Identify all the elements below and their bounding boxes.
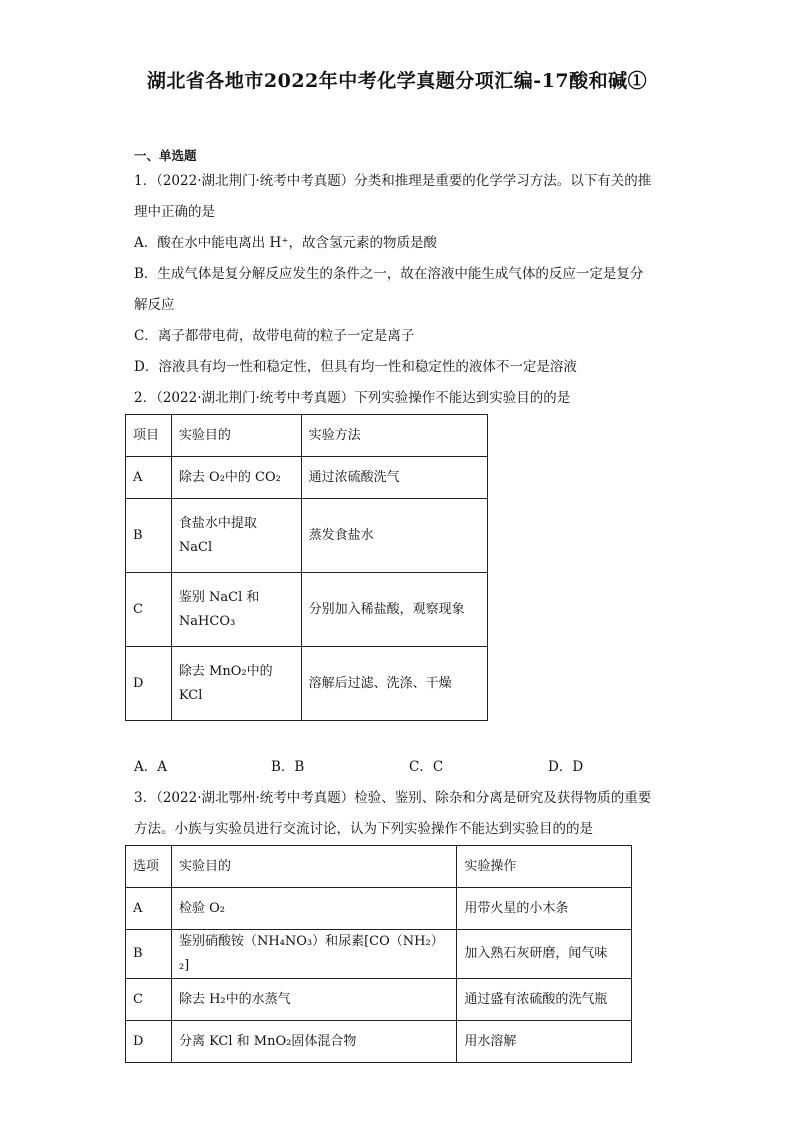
table-row bbox=[126, 573, 488, 647]
row-method: 用带火星的小木条 bbox=[457, 888, 632, 930]
table-row bbox=[126, 979, 632, 1021]
q1-stem-line1: 1．（2022·湖北荆门·统考中考真题）分类和推理是重要的化学学习方法。以下有关的推 bbox=[134, 173, 652, 189]
row-item: C bbox=[126, 979, 172, 1021]
row-goal: 除去 O₂中的 CO₂ bbox=[171, 457, 301, 499]
choice-b: B．B bbox=[271, 759, 305, 775]
row-item: B bbox=[126, 499, 172, 573]
q2-stem: 2．（2022·湖北荆门·统考中考真题）下列实验操作不能达到实验目的的是 bbox=[134, 390, 571, 406]
row-item: D bbox=[126, 1021, 172, 1063]
table-row bbox=[126, 457, 488, 499]
row-goal-line1: 鉴别 NaCl 和 bbox=[178, 589, 260, 605]
choice-d: D．D bbox=[548, 759, 584, 775]
header-cell: 实验方法 bbox=[301, 415, 487, 457]
header-cell: 实验目的 bbox=[171, 415, 301, 457]
table-row bbox=[126, 1021, 632, 1063]
table-row bbox=[126, 888, 632, 930]
q1-option-d: D．溶液具有均一性和稳定性，但具有均一性和稳定性的液体不一定是溶液 bbox=[134, 359, 577, 375]
row-goal: 除去 H₂中的水蒸气 bbox=[171, 979, 456, 1021]
q3-stem-line1: 3．（2022·湖北鄂州·统考中考真题）检验、鉴别、除杂和分离是研究及获得物质的重要 bbox=[134, 790, 652, 806]
row-method: 用水溶解 bbox=[457, 1021, 632, 1063]
header-cell: 实验操作 bbox=[457, 846, 632, 888]
q1-option-c: C．离子都带电荷，故带电荷的粒子一定是离子 bbox=[134, 328, 415, 344]
q1-option-b-line2: 解反应 bbox=[134, 297, 175, 313]
row-goal: 鉴别硝酸铵（NH₄NO₃）和尿素[CO（NH₂）₂] bbox=[171, 930, 456, 979]
q1-option-a: A．酸在水中能电离出 H⁺，故含氢元素的物质是酸 bbox=[134, 235, 437, 251]
q1-stem-line2: 理中正确的是 bbox=[134, 204, 215, 220]
q2-table bbox=[125, 414, 488, 721]
row-goal-line1: 食盐水中提取 bbox=[178, 515, 257, 531]
header-cell: 实验目的 bbox=[171, 846, 456, 888]
page-title: 湖北省各地市2022年中考化学真题分项汇编-17酸和碱① bbox=[146, 70, 648, 92]
row-goal bbox=[171, 647, 301, 721]
table-row bbox=[126, 647, 488, 721]
row-method: 通过盛有浓硫酸的洗气瓶 bbox=[457, 979, 632, 1021]
row-method: 溶解后过滤、洗涤、干燥 bbox=[301, 647, 487, 721]
table-header-row bbox=[126, 846, 632, 888]
row-item: A bbox=[126, 457, 172, 499]
row-goal: 分离 KCl 和 MnO₂固体混合物 bbox=[171, 1021, 456, 1063]
row-method: 加入熟石灰研磨，闻气味 bbox=[457, 930, 632, 979]
row-method: 通过浓硫酸洗气 bbox=[301, 457, 487, 499]
row-goal-line2: NaCl bbox=[178, 539, 213, 555]
q1-option-b-line1: B．生成气体是复分解反应发生的条件之一，故在溶液中能生成气体的反应一定是复分 bbox=[134, 266, 644, 282]
q3-table bbox=[125, 845, 632, 1063]
row-goal bbox=[171, 499, 301, 573]
row-goal bbox=[171, 573, 301, 647]
header-cell: 选项 bbox=[126, 846, 172, 888]
row-item: A bbox=[126, 888, 172, 930]
row-goal-line1: 除去 MnO₂中的 bbox=[178, 663, 273, 679]
table-header-row bbox=[126, 415, 488, 457]
table-row bbox=[126, 930, 632, 979]
row-goal: 检验 O₂ bbox=[171, 888, 456, 930]
table-row bbox=[126, 499, 488, 573]
choice-a: A．A bbox=[134, 759, 167, 775]
row-method: 分别加入稀盐酸，观察现象 bbox=[301, 573, 487, 647]
row-goal-line2: KCl bbox=[178, 687, 203, 703]
row-item: D bbox=[126, 647, 172, 721]
header-cell: 项目 bbox=[126, 415, 172, 457]
row-item: B bbox=[126, 930, 172, 979]
choice-c: C．C bbox=[409, 759, 444, 775]
section-heading: 一、单选题 bbox=[134, 148, 197, 163]
q3-stem-line2: 方法。小族与实验员进行交流讨论，认为下列实验操作不能达到实验目的的是 bbox=[134, 821, 593, 837]
row-method: 蒸发食盐水 bbox=[301, 499, 487, 573]
row-item: C bbox=[126, 573, 172, 647]
row-goal-line2: NaHCO₃ bbox=[178, 613, 236, 629]
